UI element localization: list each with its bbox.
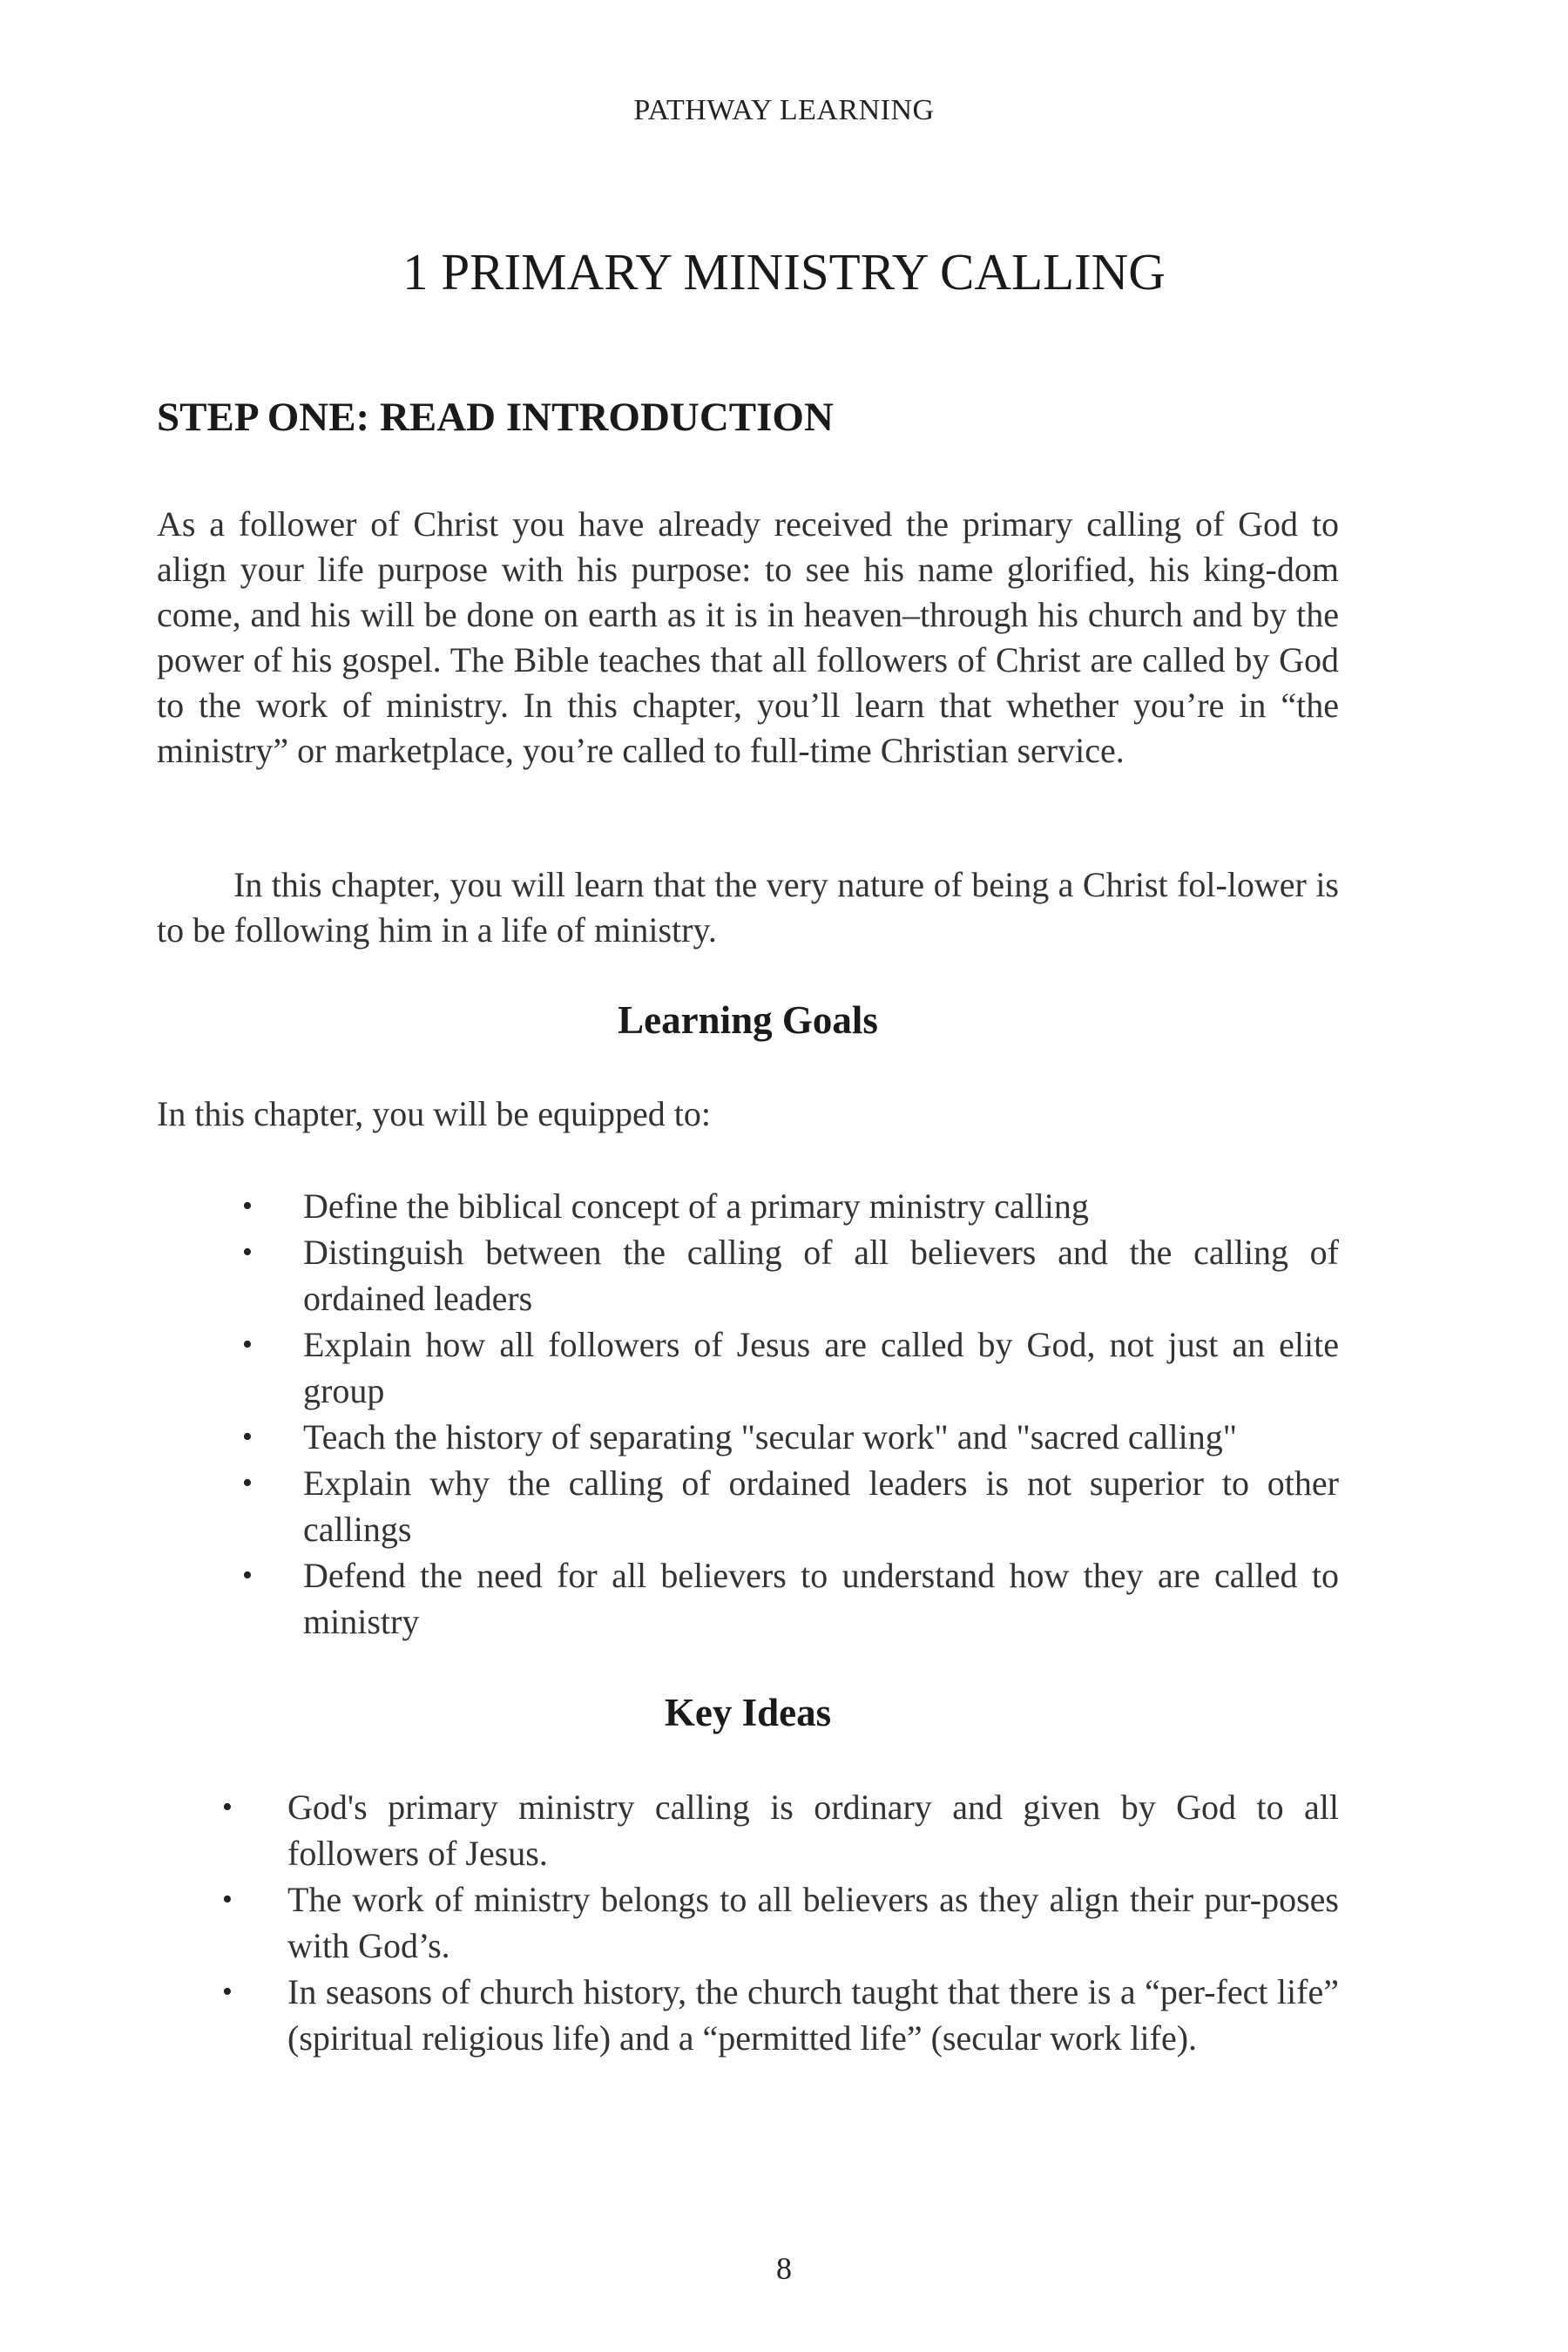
bullet-icon: • (242, 1559, 253, 1592)
list-item-text: Explain how all followers of Jesus are called by God, not just an elite group (303, 1325, 1339, 1410)
bullet-icon: • (242, 1328, 253, 1361)
learning-goals-intro: In this chapter, you will be equipped to: (157, 1094, 712, 1133)
bullet-icon: • (222, 1883, 233, 1916)
running-header: PATHWAY LEARNING (633, 94, 935, 126)
list-item (242, 1552, 1339, 1645)
step-heading: STEP ONE: READ INTRODUCTION (157, 395, 834, 440)
learning-goals-list (242, 1183, 1339, 1645)
bullet-icon: • (242, 1421, 253, 1453)
list-item (222, 1784, 1339, 1876)
list-item (222, 1876, 1339, 1969)
list-item-text: Teach the history of separating "secular work" and "sacred calling" (303, 1417, 1238, 1456)
list-item (242, 1183, 1339, 1229)
list-item-text: Distinguish between the calling of all believers and the calling of ordained leaders (303, 1233, 1339, 1318)
list-item (242, 1321, 1339, 1414)
list-item-text: God's primary ministry calling is ordinary and given by God to all followers of Jesus. (287, 1788, 1339, 1873)
bullet-icon: • (242, 1190, 253, 1222)
list-item-text: In seasons of church history, the church taught that there is a “per-fect life” (spiritual religious life) and a “permitted life” (secular work life). (287, 1972, 1339, 2058)
list-item-text: Explain why the calling of ordained leaders is not superior to other callings (303, 1463, 1339, 1549)
list-item-text: The work of ministry belongs to all believers as they align their pur-poses with God’s. (287, 1880, 1339, 1965)
bullet-icon: • (242, 1236, 253, 1268)
intro-paragraph-1: As a follower of Christ you have already received the primary calling of God to align your life purpose with his purpose: to see his name glorified, his king-dom come, and his will be done on earth as it is in heaven–through his church and by the power of his gospel. The Bible teaches that all followers of Christ are called by God to the work of ministry. In this chapter, you’ll learn that whether you’re in “the ministry” or marketplace, you’re called to full-time Christian service. (157, 504, 1339, 770)
bullet-icon: • (222, 1791, 233, 1823)
key-ideas-heading: Key Ideas (664, 1691, 832, 1734)
intro-paragraph-2: In this chapter, you will learn that the very nature of being a Christ fol-lower is to be following him in a life of ministry. (157, 865, 1339, 950)
bullet-icon: • (222, 1976, 233, 2008)
list-item-text: Defend the need for all believers to understand how they are called to ministry (303, 1556, 1339, 1641)
list-item (242, 1229, 1339, 1321)
bullet-icon: • (242, 1467, 253, 1499)
learning-goals-heading: Learning Goals (618, 998, 878, 1042)
list-item-text: Define the biblical concept of a primary ministry calling (303, 1186, 1089, 1226)
page-number: 8 (776, 2251, 792, 2286)
list-item (222, 1969, 1339, 2061)
chapter-title: 1 PRIMARY MINISTRY CALLING (402, 243, 1166, 301)
list-item (242, 1460, 1339, 1552)
list-item (242, 1414, 1339, 1460)
key-ideas-list (222, 1784, 1339, 2061)
